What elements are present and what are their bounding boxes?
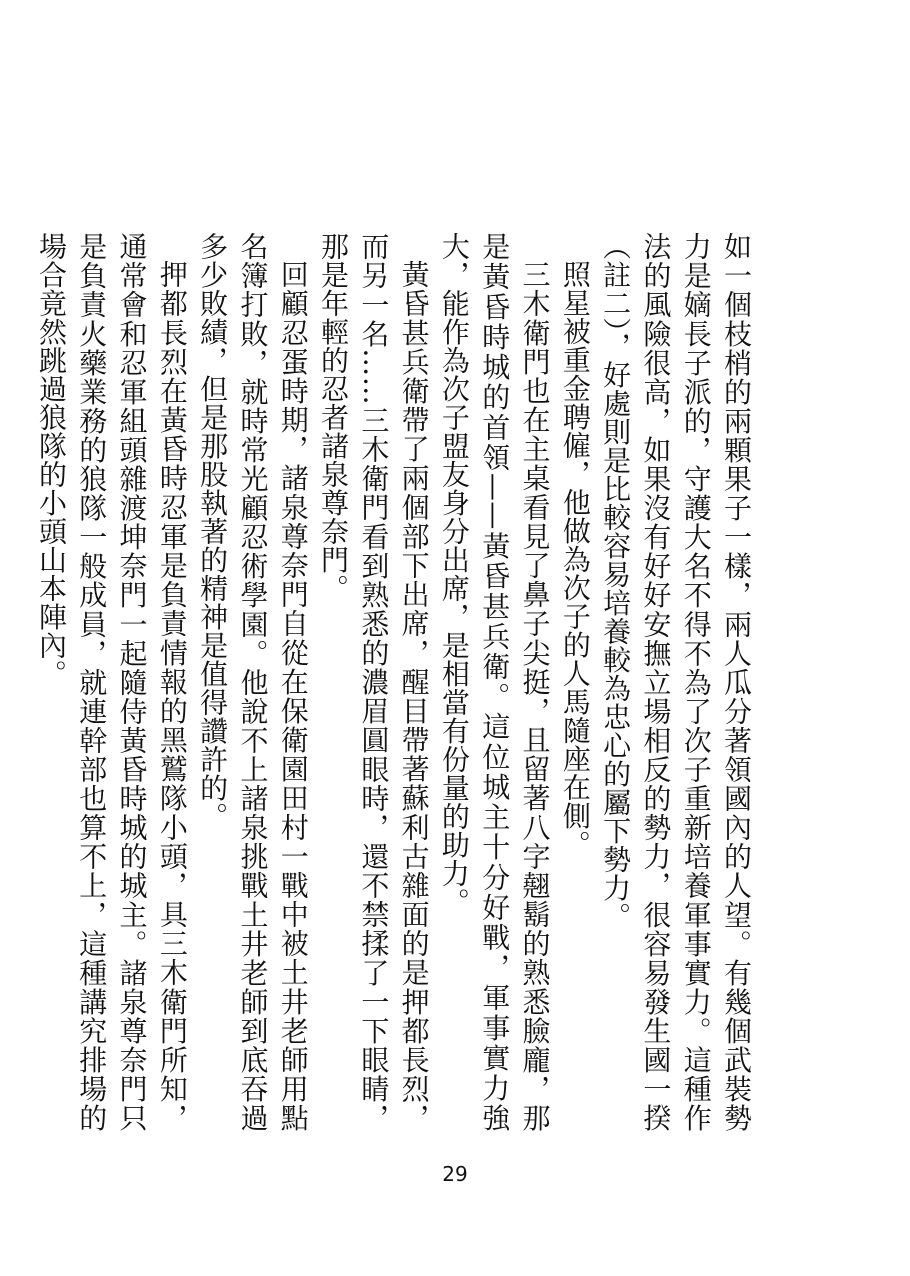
paragraph-3: 三木衛門也在主桌看見了鼻子尖挺，且留著八字翹鬍的熟悉臉龐，那是黃昏時城的首領——黃昏甚兵衛。這位城主十分好戰，軍事實力強大，能作為次子盟友身分出席，是相當有份量的助力。 (437, 232, 552, 1132)
page-number: 29 (442, 1162, 468, 1186)
paragraph-2: 照星被重金聘僱，他做為次子的人馬隨座在側。 (558, 260, 592, 859)
paragraph-4: 黃昏甚兵衛帶了兩個部下出席，醒目帶著蘇利古雜面的是押都長烈，而另一名……三木衛門看到熟悉的濃眉圓眼時，還不禁揉了一下眼睛，那是年輕的忍者諸泉尊奈門。 (317, 232, 431, 1132)
paragraph-6: 押都長烈在黃昏時忍軍是負責情報的黑鷲隊小頭，具三木衛門所知，通常會和忍軍組頭雜渡坤奈門一起隨侍黃昏時城的城主。諸泉尊奈門只是負責火藥業務的狼隊一般成員，就連幹部也算不上，這種講究排場的場合竟然跳過狼隊的小頭山本陣內。 (34, 232, 189, 1132)
paragraph-5: 回顧忍蛋時期，諸泉尊奈門自從在保衛園田村一戰中被土井老師用點名簿打敗，就時常光顧忍術學園。他說不上諸泉挑戰土井老師到底吞過多少敗績，但是那股執著的精神是值得讚許的。 (196, 232, 310, 1132)
vertical-body-text (31, 232, 756, 1132)
paragraph-1: 如一個枝梢的兩顆果子一樣，兩人瓜分著領國內的人望。有幾個武裝勢力是嫡長子派的，守護大名不得不為了次子重新培養軍事實力。這種作法的風險很高，如果沒有好好安撫立場相反的勢力，很容易發生國一揆（註二），好處則是比較容易培養較為忠心的屬下勢力。 (599, 232, 753, 1132)
